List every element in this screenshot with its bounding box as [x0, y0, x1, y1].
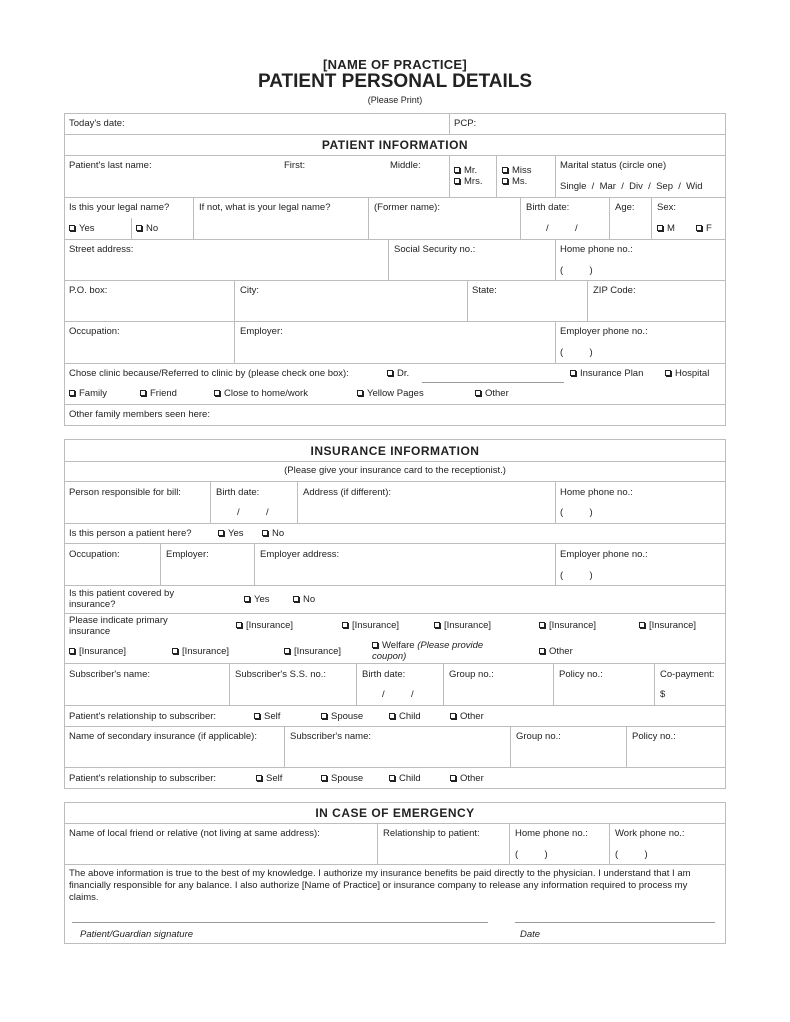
checkbox-icon[interactable]	[450, 775, 456, 781]
responsible-employer-phone-field[interactable]: ( )	[560, 570, 593, 581]
primary-insurance-option-5[interactable]: [Insurance]	[639, 620, 696, 631]
sex-m-option[interactable]: M	[657, 223, 675, 234]
subscriber-birth-date-label: Birth date:	[362, 669, 406, 680]
address-if-different-label: Address (if different):	[303, 487, 392, 498]
age-label: Age:	[615, 202, 635, 213]
checkbox-icon[interactable]	[454, 167, 460, 173]
group-no-field[interactable]	[446, 681, 551, 703]
emergency-relationship-label: Relationship to patient:	[383, 828, 480, 839]
first-name-label: First:	[284, 160, 306, 171]
checkbox-icon[interactable]	[140, 390, 146, 396]
emergency-contact-name-label: Name of local friend or relative (not living at same address):	[69, 828, 320, 839]
secondary-group-no-field[interactable]	[513, 743, 624, 765]
primary-insurance-other-option[interactable]: Other	[539, 646, 573, 657]
state-field[interactable]	[470, 297, 585, 319]
secondary-group-no-label: Group no.:	[516, 731, 561, 742]
checkbox-icon[interactable]	[389, 713, 395, 719]
name-field[interactable]	[66, 173, 446, 195]
home-phone-label: Home phone no.:	[560, 244, 633, 255]
legal-name-if-not-label: If not, what is your legal name?	[199, 202, 331, 213]
checkbox-icon[interactable]	[696, 225, 702, 231]
sex-f-option[interactable]: F	[696, 223, 712, 234]
primary-insurance-option-3[interactable]: [Insurance]	[434, 620, 491, 631]
checkbox-icon[interactable]	[262, 530, 268, 536]
referral-hospital-option[interactable]: Hospital	[665, 368, 709, 379]
emergency-title: IN CASE OF EMERGENCY	[315, 806, 475, 820]
city-label: City:	[240, 285, 259, 296]
relationship-to-subscriber-label: Patient's relationship to subscriber:	[69, 711, 217, 722]
page-subtitle: (Please Print)	[367, 95, 423, 105]
checkbox-icon[interactable]	[321, 713, 327, 719]
checkbox-icon[interactable]	[244, 596, 250, 602]
checkbox-icon[interactable]	[657, 225, 663, 231]
subscriber-name-field[interactable]	[66, 681, 227, 703]
copayment-label: Co-payment:	[660, 669, 715, 680]
emergency-home-phone-label: Home phone no.:	[515, 828, 588, 839]
referral-dr-option[interactable]: Dr.	[387, 368, 409, 379]
checkbox-icon[interactable]	[342, 622, 348, 628]
person-responsible-label: Person responsible for bill:	[69, 487, 181, 498]
policy-no-field[interactable]	[556, 681, 652, 703]
birth-date-label: Birth date:	[526, 202, 570, 213]
patient-information-title: PATIENT INFORMATION	[321, 138, 469, 152]
emergency-work-phone-field[interactable]: ( )	[615, 849, 648, 860]
checkbox-icon[interactable]	[214, 390, 220, 396]
secondary-relationship-label: Patient's relationship to subscriber:	[69, 773, 217, 784]
ssn-label: Social Security no.:	[394, 244, 476, 255]
checkbox-icon[interactable]	[570, 370, 576, 376]
is-patient-no-option[interactable]: No	[262, 528, 284, 539]
pcp-field[interactable]	[485, 114, 723, 133]
referral-family-option[interactable]: Family	[69, 388, 107, 399]
primary-insurance-option-7[interactable]: [Insurance]	[172, 646, 229, 657]
group-no-label: Group no.:	[449, 669, 494, 680]
responsible-birth-date-field[interactable]: / /	[237, 507, 269, 518]
date-line[interactable]	[515, 922, 715, 923]
marital-status-options[interactable]: Single / Mar / Div / Sep / Wid	[560, 181, 703, 192]
title-ms-option[interactable]: Ms.	[502, 176, 527, 187]
state-label: State:	[472, 285, 497, 296]
todays-date-field[interactable]	[140, 114, 445, 133]
insurance-card-note: (Please give your insurance card to the receptionist.)	[284, 465, 506, 476]
sex-label: Sex:	[657, 202, 677, 213]
responsible-home-phone-field[interactable]: ( )	[560, 507, 593, 518]
zip-code-field[interactable]	[590, 297, 724, 319]
other-family-members-label: Other family members seen here:	[69, 409, 210, 420]
checkbox-icon[interactable]	[475, 390, 481, 396]
primary-insurance-label: Please indicate primary insurance	[69, 615, 168, 637]
checkbox-icon[interactable]	[293, 596, 299, 602]
checkbox-icon[interactable]	[502, 178, 508, 184]
city-field[interactable]	[237, 297, 465, 319]
checkbox-icon[interactable]	[665, 370, 671, 376]
checkbox-icon[interactable]	[357, 390, 363, 396]
todays-date-label: Today's date:	[69, 118, 125, 129]
relationship-other-option[interactable]: Other	[450, 711, 484, 722]
policy-no-label: Policy no.:	[559, 669, 603, 680]
secondary-relationship-self-option[interactable]: Self	[256, 773, 282, 784]
checkbox-icon[interactable]	[284, 648, 290, 654]
subscriber-birth-date-field[interactable]: / /	[382, 689, 414, 700]
secondary-relationship-spouse-option[interactable]: Spouse	[321, 773, 363, 784]
secondary-relationship-other-option[interactable]: Other	[450, 773, 484, 784]
checkbox-icon[interactable]	[136, 225, 142, 231]
checkbox-icon[interactable]	[256, 775, 262, 781]
primary-insurance-option-2[interactable]: [Insurance]	[342, 620, 399, 631]
copayment-field[interactable]: $	[660, 689, 666, 700]
secondary-subscriber-name-label: Subscriber's name:	[290, 731, 372, 742]
legal-name-no-option[interactable]: No	[136, 223, 158, 234]
relationship-spouse-option[interactable]: Spouse	[321, 711, 363, 722]
checkbox-icon[interactable]	[69, 225, 75, 231]
checkbox-icon[interactable]	[321, 775, 327, 781]
occupation-label: Occupation:	[69, 326, 120, 337]
checkbox-icon[interactable]	[389, 775, 395, 781]
referral-insurance-plan-option[interactable]: Insurance Plan	[570, 368, 643, 379]
marital-status-label: Marital status (circle one)	[560, 160, 667, 171]
referral-yellow-pages-option[interactable]: Yellow Pages	[357, 388, 424, 399]
insurance-information-title: INSURANCE INFORMATION	[310, 444, 480, 458]
title-mr-option[interactable]: Mr.	[454, 165, 477, 176]
subscriber-name-label: Subscriber's name:	[69, 669, 151, 680]
covered-by-insurance-question: Is this patient covered by insurance?	[69, 588, 175, 610]
po-box-label: P.O. box:	[69, 285, 108, 296]
secondary-relationship-child-option[interactable]: Child	[389, 773, 421, 784]
emergency-work-phone-label: Work phone no.:	[615, 828, 685, 839]
responsible-occupation-label: Occupation:	[69, 549, 120, 560]
checkbox-icon[interactable]	[236, 622, 242, 628]
checkbox-icon[interactable]	[69, 390, 75, 396]
secondary-subscriber-name-field[interactable]	[287, 743, 508, 765]
title-miss-option[interactable]: Miss	[502, 165, 532, 176]
birth-date-field[interactable]: / /	[546, 223, 578, 234]
employer-phone-label: Employer phone no.:	[560, 326, 648, 337]
signature-label: Patient/Guardian signature	[80, 929, 194, 940]
subscriber-ssn-field[interactable]	[232, 681, 354, 703]
chose-clinic-label: Chose clinic because/Referred to clinic by (please check one box):	[69, 368, 349, 379]
checkbox-icon[interactable]	[450, 713, 456, 719]
checkbox-icon[interactable]	[454, 178, 460, 184]
page-title: PATIENT PERSONAL DETAILS	[257, 71, 533, 92]
primary-insurance-option-8[interactable]: [Insurance]	[284, 646, 341, 657]
signature-line[interactable]	[72, 922, 488, 923]
referral-friend-option[interactable]: Friend	[140, 388, 177, 399]
responsible-employer-phone-label: Employer phone no.:	[560, 549, 648, 560]
checkbox-icon[interactable]	[218, 530, 224, 536]
employer-address-field[interactable]	[257, 561, 553, 583]
checkbox-icon[interactable]	[372, 642, 378, 648]
employer-field[interactable]	[237, 338, 553, 361]
legal-name-field[interactable]	[196, 214, 366, 237]
street-address-label: Street address:	[69, 244, 134, 255]
former-name-label: (Former name):	[374, 202, 440, 213]
address-if-different-field[interactable]	[300, 499, 553, 521]
person-responsible-field[interactable]	[66, 499, 208, 521]
checkbox-icon[interactable]	[539, 622, 545, 628]
po-box-field[interactable]	[66, 297, 232, 319]
responsible-occupation-field[interactable]	[66, 561, 158, 583]
secondary-insurance-label: Name of secondary insurance (if applicable):	[69, 731, 257, 742]
secondary-policy-no-label: Policy no.:	[632, 731, 676, 742]
street-address-field[interactable]	[66, 256, 386, 278]
emergency-contact-name-field[interactable]	[66, 840, 375, 862]
home-phone-field[interactable]: ( )	[560, 265, 593, 276]
referral-other-option[interactable]: Other	[475, 388, 509, 399]
age-field[interactable]	[612, 214, 649, 237]
primary-insurance-welfare-option[interactable]: Welfare (Please provide coupon)	[372, 640, 484, 662]
zip-code-label: ZIP Code:	[593, 285, 636, 296]
employer-label: Employer:	[240, 326, 283, 337]
authorization-statement: The above information is true to the best of my knowledge. I authorize my insurance benefits be paid directly to the physician. I understand that I am financially responsible for any balance. I also authorize [Name of Practice] or insurance company to release any information required to process my claims.	[69, 868, 691, 903]
is-patient-question: Is this person a patient here?	[69, 528, 192, 539]
relationship-child-option[interactable]: Child	[389, 711, 421, 722]
other-family-members-field[interactable]	[230, 406, 724, 424]
secondary-insurance-field[interactable]	[66, 743, 282, 765]
checkbox-icon[interactable]	[539, 648, 545, 654]
relationship-self-option[interactable]: Self	[254, 711, 280, 722]
employer-phone-field[interactable]: ( )	[560, 347, 593, 358]
date-label: Date	[520, 929, 541, 940]
responsible-birth-date-label: Birth date:	[216, 487, 260, 498]
secondary-policy-no-field[interactable]	[629, 743, 724, 765]
referral-dr-name-line[interactable]	[422, 382, 564, 383]
primary-insurance-option-1[interactable]: [Insurance]	[236, 620, 293, 631]
primary-insurance-option-6[interactable]: [Insurance]	[69, 646, 126, 657]
checkbox-icon[interactable]	[69, 648, 75, 654]
last-name-label: Patient's last name:	[69, 160, 152, 171]
legal-name-question: Is this your legal name?	[69, 202, 170, 213]
title-mrs-option[interactable]: Mrs.	[454, 176, 482, 187]
responsible-home-phone-label: Home phone no.:	[560, 487, 633, 498]
checkbox-icon[interactable]	[434, 622, 440, 628]
covered-no-option[interactable]: No	[293, 594, 315, 605]
checkbox-icon[interactable]	[172, 648, 178, 654]
emergency-home-phone-field[interactable]: ( )	[515, 849, 548, 860]
practice-name: [NAME OF PRACTICE]	[322, 57, 468, 72]
is-patient-yes-option[interactable]: Yes	[218, 528, 244, 539]
former-name-field[interactable]	[371, 214, 518, 237]
checkbox-icon[interactable]	[502, 167, 508, 173]
responsible-employer-field[interactable]	[163, 561, 252, 583]
checkbox-icon[interactable]	[387, 370, 393, 376]
checkbox-icon[interactable]	[254, 713, 260, 719]
ssn-field[interactable]	[391, 256, 553, 278]
subscriber-ssn-label: Subscriber's S.S. no.:	[235, 669, 327, 680]
occupation-field[interactable]	[66, 338, 232, 361]
primary-insurance-option-4[interactable]: [Insurance]	[539, 620, 596, 631]
referral-close-to-home-option[interactable]: Close to home/work	[214, 388, 308, 399]
pcp-label: PCP:	[454, 118, 477, 129]
covered-yes-option[interactable]: Yes	[244, 594, 270, 605]
legal-name-yes-option[interactable]: Yes	[69, 223, 95, 234]
employer-address-label: Employer address:	[260, 549, 340, 560]
responsible-employer-label: Employer:	[166, 549, 209, 560]
emergency-relationship-field[interactable]	[380, 840, 507, 862]
checkbox-icon[interactable]	[639, 622, 645, 628]
middle-name-label: Middle:	[390, 160, 421, 171]
